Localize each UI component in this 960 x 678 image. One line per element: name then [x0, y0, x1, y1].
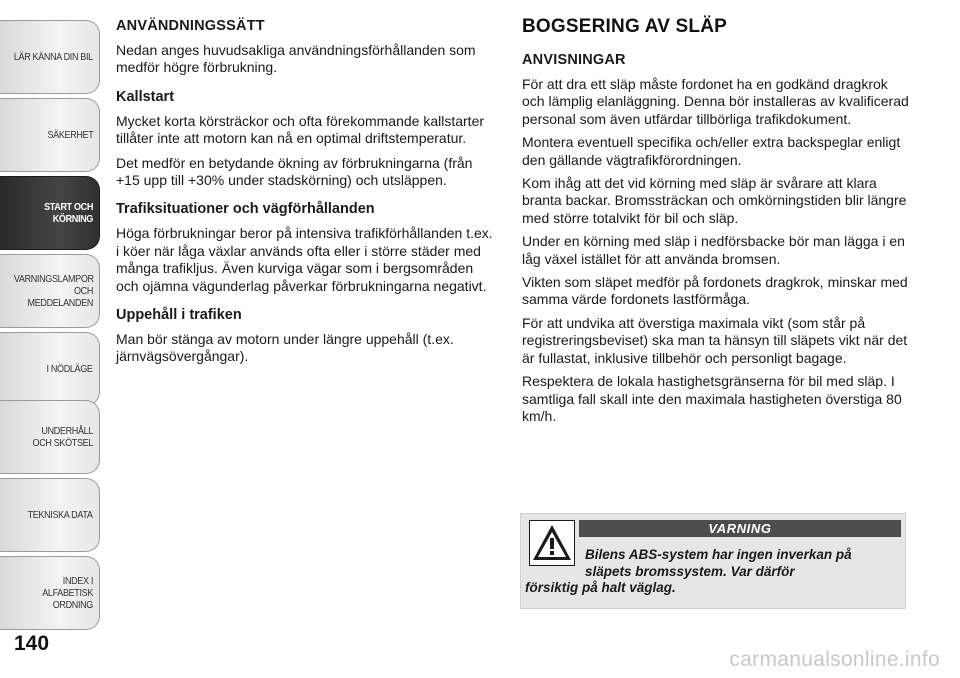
paragraph: Vikten som släpet medför på fordonets dragkrok, minskar med samma värde fordonets lastförmåga. — [522, 274, 908, 308]
watermark: carmanualsonline.info — [729, 648, 940, 671]
tab-start-och-korning[interactable] — [0, 176, 100, 250]
right-column — [522, 16, 912, 431]
tab-label: SÄKERHET — [47, 129, 93, 141]
tab-label: UNDERHÅLL OCH SKÖTSEL — [32, 425, 93, 449]
left-column — [116, 18, 496, 373]
tab-label: START OCH KÖRNING — [44, 201, 93, 225]
warning-box — [520, 513, 906, 609]
warning-line: försiktig på halt väglag. — [525, 580, 676, 595]
section-heading: ANVISNINGAR — [522, 52, 626, 68]
tab-lar-kanna-din-bil[interactable] — [0, 20, 100, 94]
tab-varningslampor[interactable] — [0, 254, 100, 328]
paragraph: Det medför en betydande ökning av förbrukningarna (från +15 upp till +30% under stadskörning) och utsläppen. — [116, 154, 473, 189]
subsection-heading: Uppehåll i trafiken — [116, 307, 242, 324]
page-number: 140 — [14, 632, 50, 655]
paragraph: Montera eventuell specifika och/eller extra backspeglar enligt den gällande vägtrafikförordningen. — [522, 134, 901, 168]
warning-header: VARNING — [579, 520, 901, 537]
paragraph: För att dra ett släp måste fordonet ha en godkänd dragkrok och lämplig elanläggning. Denna bör installeras av kvalificerad personal som även utfärdar tillbörliga trafikdokument. — [522, 76, 909, 127]
warning-text — [525, 547, 903, 597]
paragraph: Under en körning med släp i nedförsbacke bör man lägga i en låg växel istället för att använda bromsen. — [522, 233, 905, 267]
tab-label: LÄR KÄNNA DIN BIL — [14, 51, 93, 63]
paragraph: Kom ihåg att det vid körning med släp är svårare att klara branta backar. Bromssträckan och omkörningstiden blir längre med större totalvikt för bil och släp. — [522, 175, 907, 226]
paragraph: Nedan anges huvudsakliga användningsförhållanden som medför högre förbrukning. — [116, 42, 476, 76]
paragraph: Mycket korta körsträckor och ofta förekommande kallstarter tillåter inte att motorn kan nå en optimal driftstemperatur. — [116, 112, 485, 147]
section-heading: ANVÄNDNINGSSÄTT — [116, 18, 265, 34]
subsection-heading: Trafiksituationer och vägförhållanden — [116, 201, 375, 218]
tab-sakerhet[interactable] — [0, 98, 100, 172]
paragraph: Höga förbrukningar beror på intensiva trafikförhållanden t.ex. i köer när låga växlar används ofta eller i större städer med många trafikljus. Även kurviga vägar som i bergsområden och ojämna vägunderlag påverkar förbrukningarna negativt. — [116, 225, 493, 294]
subsection-heading: Kallstart — [116, 88, 175, 105]
page-title: BOGSERING AV SLÄP — [522, 16, 728, 37]
paragraph: Respektera de lokala hastighetsgränserna för bil med släp. I samtliga fall skall inte den maximala hastigheten överstiga 80 km/h. — [522, 373, 902, 424]
tab-label: TEKNISKA DATA — [28, 509, 93, 521]
tab-label: I NÖDLÄGE — [46, 363, 93, 375]
tab-underhall-och-skotsel[interactable] — [0, 400, 100, 474]
tab-label: INDEX I ALFABETISK ORDNING — [42, 575, 93, 611]
tab-tekniska-data[interactable] — [0, 478, 100, 552]
tab-label: VARNINGSLAMPOR OCH MEDDELANDEN — [13, 273, 94, 309]
tab-index[interactable] — [0, 556, 100, 630]
paragraph: För att undvika att överstiga maximala vikt (som står på registreringsbeviset) ska man ta hänsyn till släpets vikt när det är fullastat, inklusive tillbehör och personligt bagage. — [522, 314, 908, 366]
tab-i-nodlage[interactable] — [0, 332, 100, 406]
warning-line: Bilens ABS-system har ingen inverkan på — [585, 547, 852, 562]
warning-line: släpets bromssystem. Var därför — [585, 563, 795, 579]
paragraph: Man bör stänga av motorn under längre uppehåll (t.ex. järnvägsövergångar). — [116, 331, 454, 365]
